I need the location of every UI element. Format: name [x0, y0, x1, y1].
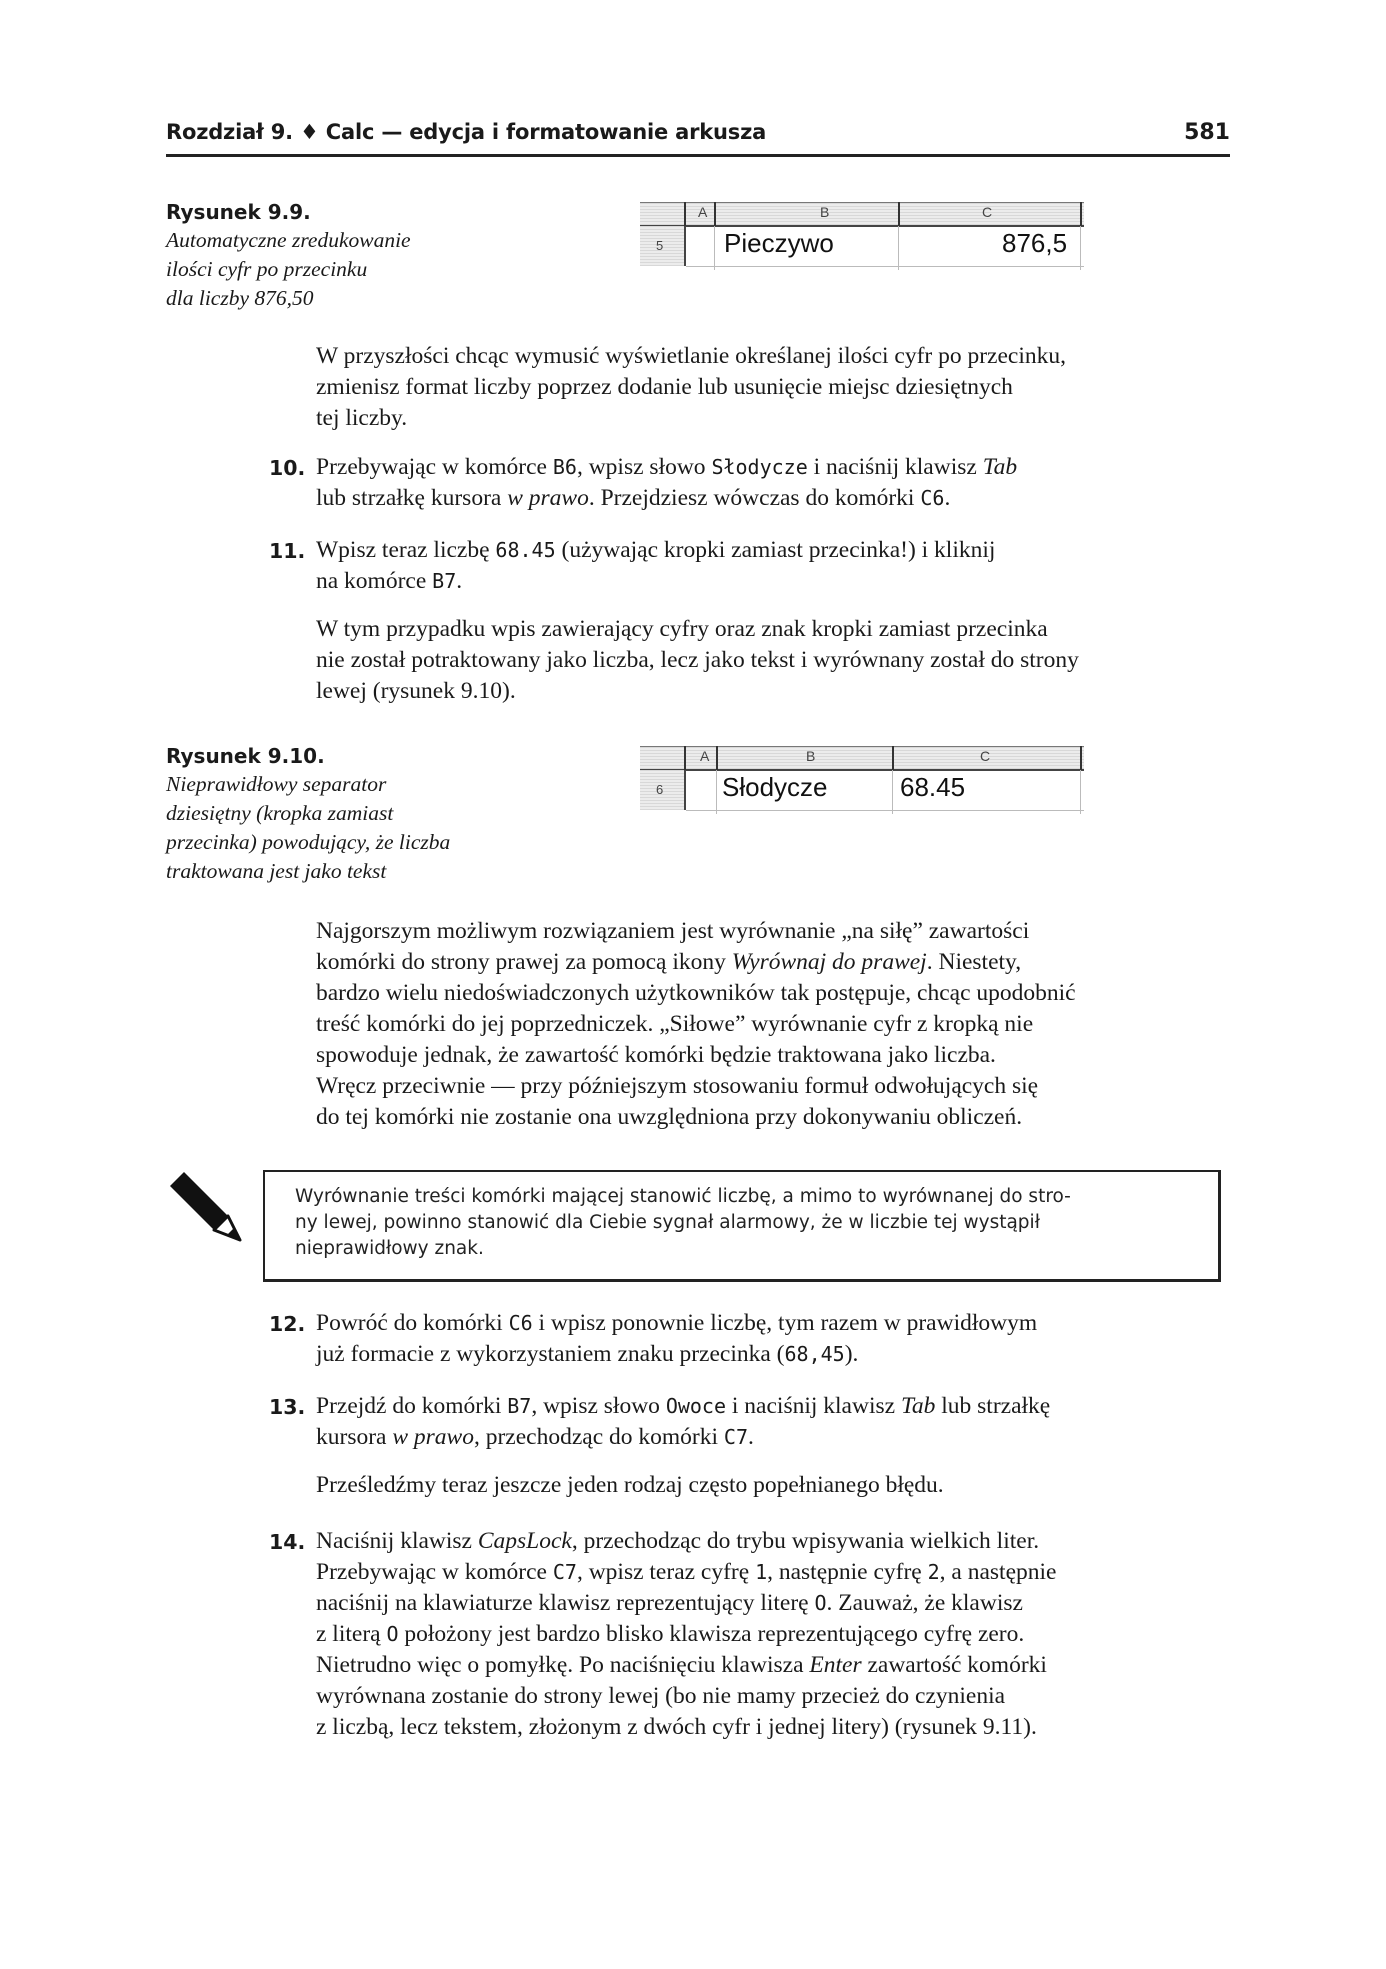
text: Przebywając w komórce: [316, 1559, 553, 1585]
text-line: W tym przypadku wpis zawierający cyfry oraz znak kropki zamiast przecinka: [316, 616, 1048, 642]
text: komórki do strony prawej za pomocą ikony: [316, 949, 732, 975]
text: lub strzałkę kursora: [316, 485, 508, 511]
note-line: ny lewej, powinno stanowić dla Ciebie sygnał alarmowy, że w liczbie tej wystąpił: [295, 1212, 1040, 1233]
column-separator: [684, 746, 686, 770]
text: kursora: [316, 1424, 393, 1450]
caption-line: dla liczby 876,50: [166, 286, 314, 310]
text-line: wyrównana zostanie do strony lewej (bo nie mamy przecież do czynienia: [316, 1683, 1006, 1709]
note-line: nieprawidłowy znak.: [295, 1238, 484, 1259]
list-item-14: [269, 1526, 1216, 1743]
text: z literą: [316, 1621, 387, 1647]
text: Przejdź do komórki: [316, 1393, 508, 1419]
text-line: [316, 1588, 1216, 1619]
code: O: [386, 1622, 399, 1646]
code: Słodycze: [711, 455, 808, 479]
chapter-title: Rozdział 9. ♦ Calc — edycja i formatowanie arkusza: [166, 120, 767, 144]
code: C7: [552, 1560, 577, 1584]
key-name: CapsLock: [477, 1528, 572, 1554]
text: . Przejdziesz wówczas do komórki: [588, 485, 921, 511]
step-number: 14.: [269, 1530, 306, 1554]
step-number: 11.: [269, 539, 306, 563]
key-name: w prawo: [392, 1424, 474, 1450]
column-separator: [898, 202, 900, 226]
text-line: [316, 1557, 1216, 1588]
spreadsheet-fragment-9-9: [640, 202, 1084, 270]
column-separator: [714, 202, 716, 226]
text-line: spowoduje jednak, że zawartość komórki będzie traktowana jako liczba.: [316, 1042, 996, 1068]
text-line: [316, 566, 1216, 597]
column-separator: [892, 746, 894, 770]
text: Nietrudno więc o pomyłkę. Po naciśnięciu klawisza: [316, 1652, 810, 1678]
text: już formacie z wykorzystaniem znaku przecinka (: [316, 1341, 785, 1367]
cell-b6: Słodycze: [722, 772, 828, 802]
text-line: [316, 1619, 1216, 1650]
column-separator: [1080, 746, 1082, 770]
grid-line: [714, 226, 715, 270]
text: Powróć do komórki: [316, 1310, 509, 1336]
list-item-13: [269, 1391, 1216, 1453]
text: lub strzałkę: [935, 1393, 1051, 1419]
text-line: Prześledźmy teraz jeszcze jeden rodzaj często popełnianego błędu.: [316, 1472, 944, 1498]
text-line: do tej komórki nie zostanie ona uwzględniona przy dokonywaniu obliczeń.: [316, 1104, 1023, 1130]
step-number: 13.: [269, 1395, 306, 1419]
text-line: [316, 1526, 1216, 1557]
text-line: [316, 452, 1216, 483]
text-line: W przyszłości chcąc wymusić wyświetlanie określanej ilości cyfr po przecinku,: [316, 343, 1067, 369]
column-header-b: B: [806, 748, 816, 764]
column-header-a: A: [700, 748, 710, 764]
column-separator: [716, 746, 718, 770]
column-separator: [1080, 202, 1082, 226]
code: O: [814, 1591, 827, 1615]
text: Przebywając w komórce: [316, 454, 553, 480]
code: Owoce: [665, 1394, 727, 1418]
column-header-c: C: [980, 748, 991, 764]
text: , wpisz teraz cyfrę: [576, 1559, 756, 1585]
text: i naciśnij klawisz: [726, 1393, 901, 1419]
step-number: 10.: [269, 456, 306, 480]
grid-line: [1080, 226, 1081, 270]
caption-line: dziesiętny (kropka zamiast: [166, 801, 394, 825]
code: C6: [920, 486, 945, 510]
paragraph: [316, 614, 1216, 707]
step-number: 12.: [269, 1312, 306, 1336]
column-separator: [684, 202, 686, 226]
text: , następnie cyfrę: [767, 1559, 928, 1585]
note-box: [263, 1170, 1221, 1282]
text-line: zmienisz format liczby poprzez dodanie lub usunięcie miejsc dziesiętnych: [316, 374, 1013, 400]
grid-line: [892, 770, 893, 814]
text: , a następnie: [939, 1559, 1057, 1585]
row-number: 5: [656, 238, 664, 253]
key-name: Enter: [809, 1652, 862, 1678]
column-header-a: A: [698, 204, 708, 220]
code: 68,45: [784, 1342, 845, 1366]
code: B7: [432, 569, 457, 593]
text: zawartość komórki: [861, 1652, 1047, 1678]
text-line: Najgorszym możliwym rozwiązaniem jest wyrównanie „na siłę” zawartości: [316, 918, 1030, 944]
list-item-10: [269, 452, 1216, 514]
caption-line: Nieprawidłowy separator: [166, 772, 387, 796]
pencil-icon: [166, 1166, 246, 1246]
caption-line: Automatyczne zredukowanie: [166, 228, 411, 252]
text: Naciśnij klawisz: [316, 1528, 478, 1554]
figure-label: Rysunek 9.10.: [166, 744, 325, 768]
paragraph: [316, 1470, 1216, 1501]
text: , przechodząc do trybu wpisywania wielkich liter.: [571, 1528, 1040, 1554]
code: B7: [507, 1394, 532, 1418]
grid-line: [898, 226, 899, 270]
caption-line: przecinka) powodujący, że liczba: [166, 830, 451, 854]
running-header: [166, 118, 1230, 157]
text: . Zauważ, że klawisz: [826, 1590, 1023, 1616]
text: , przechodząc do komórki: [473, 1424, 724, 1450]
code: C7: [723, 1425, 748, 1449]
caption-line: ilości cyfr po przecinku: [166, 257, 368, 281]
text: Wpisz teraz liczbę: [316, 537, 496, 563]
text: ).: [844, 1341, 859, 1367]
code: B6: [552, 455, 577, 479]
text-line: [316, 483, 1216, 514]
figure-9-9-caption: [166, 198, 496, 313]
text-line: lewej (rysunek 9.10).: [316, 678, 516, 704]
text: .: [456, 568, 463, 594]
text-line: [316, 1391, 1216, 1422]
text-line: Wręcz przeciwnie — przy późniejszym stosowaniu formuł odwołujących się: [316, 1073, 1039, 1099]
note-text: [295, 1184, 1197, 1262]
note-line: Wyrównanie treści komórki mającej stanowić liczbę, a mimo to wyrównanej do stro-: [295, 1186, 1071, 1207]
grid-line: [686, 266, 1084, 267]
paragraph: [316, 916, 1216, 1133]
text-line: [316, 1650, 1216, 1681]
text-line: z liczbą, lecz tekstem, złożonym z dwóch cyfr i jednej litery) (rysunek 9.11).: [316, 1714, 1037, 1740]
grid-line: [716, 770, 717, 814]
code: 68.45: [495, 538, 556, 562]
text: na komórce: [316, 568, 433, 594]
text-line: bardzo wielu niedoświadczonych użytkowników tak postępuje, chcąc upodobnić: [316, 980, 1076, 1006]
figure-9-10-caption: [166, 742, 506, 886]
text: i wpisz ponownie liczbę, tym razem w prawidłowym: [532, 1310, 1038, 1336]
code: C6: [508, 1311, 533, 1335]
key-name: Tab: [982, 454, 1018, 480]
text-line: [316, 947, 1216, 978]
column-header-bar: [640, 746, 1084, 771]
column-header-bar: [640, 202, 1084, 227]
key-name: w prawo: [507, 485, 589, 511]
text-line: [316, 1422, 1216, 1453]
text-line: tej liczby.: [316, 405, 408, 431]
text: , wpisz słowo: [531, 1393, 666, 1419]
text: (używając kropki zamiast przecinka!) i kliknij: [555, 537, 996, 563]
row-header: [640, 226, 686, 266]
grid-line: [1080, 770, 1081, 814]
cell-b5: Pieczywo: [724, 228, 834, 258]
caption-line: traktowana jest jako tekst: [166, 859, 387, 883]
list-item-12: [269, 1308, 1216, 1370]
paragraph: [316, 341, 1216, 434]
text-line: nie został potraktowany jako liczba, lecz jako tekst i wyrównany został do strony: [316, 647, 1079, 673]
row-number: 6: [656, 782, 664, 797]
spreadsheet-fragment-9-10: [640, 746, 1084, 814]
text: .: [748, 1424, 754, 1450]
text: położony jest bardzo blisko klawisza reprezentującego cyfrę zero.: [398, 1621, 1025, 1647]
text-line: [316, 535, 1216, 566]
code: 2: [927, 1560, 940, 1584]
column-header-b: B: [820, 204, 830, 220]
row-header: [640, 770, 686, 810]
cell-c5: 876,5: [1002, 228, 1068, 258]
figure-label: Rysunek 9.9.: [166, 200, 311, 224]
text: . Niestety,: [926, 949, 1022, 975]
code: 1: [755, 1560, 768, 1584]
text-line: [316, 1308, 1216, 1339]
column-header-c: C: [982, 204, 993, 220]
key-name: Tab: [900, 1393, 936, 1419]
text: naciśnij na klawiaturze klawisz reprezentujący literę: [316, 1590, 815, 1616]
list-item-11: [269, 535, 1216, 597]
text: .: [944, 485, 951, 511]
grid-line: [686, 810, 1084, 811]
cell-c6: 68.45: [900, 772, 966, 802]
text-line: treść komórki do jej poprzedniczek. „Siłowe” wyrównanie cyfr z kropką nie: [316, 1011, 1034, 1037]
icon-name: Wyrównaj do prawej: [731, 949, 927, 975]
text: i naciśnij klawisz: [807, 454, 983, 480]
page-number: 581: [1184, 120, 1230, 145]
text: , wpisz słowo: [576, 454, 712, 480]
text-line: [316, 1339, 1216, 1370]
